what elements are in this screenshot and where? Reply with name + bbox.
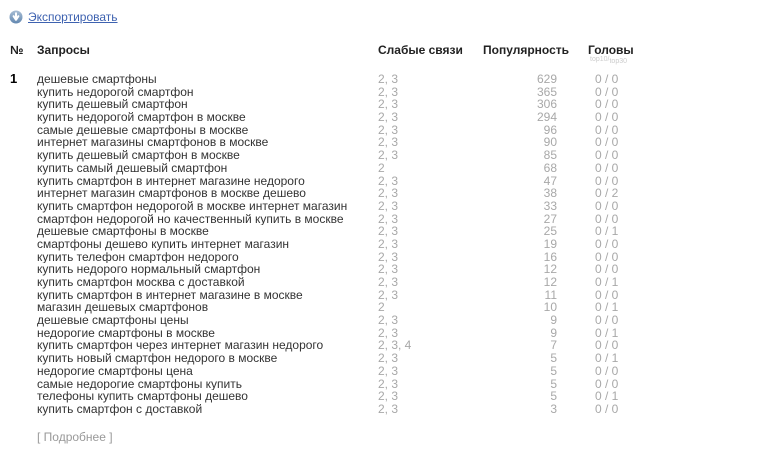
weak-links-cell: 2, 3: [378, 352, 399, 365]
group-number: [10, 289, 37, 302]
group-number: [10, 276, 37, 289]
popularity-cell: 47: [543, 174, 557, 188]
export-link[interactable]: [9, 10, 118, 24]
popularity-cell: 19: [543, 237, 557, 251]
query-cell: купить дешевый смартфон: [37, 98, 188, 112]
weak-links-cell: 2, 3: [378, 225, 399, 238]
query-cell: интернет магазин смартфонов в москве дешево: [37, 187, 306, 200]
group-number: [10, 378, 37, 391]
heads-cell: 0 / 0: [595, 314, 619, 327]
popularity-cell: 294: [536, 111, 557, 124]
query-cell: дешевые смартфоны в москве: [37, 225, 209, 238]
group-number: [10, 175, 37, 188]
queries-table: [10, 43, 757, 416]
query-cell: недорогие смартфоны в москве: [37, 326, 215, 340]
popularity-cell: 9: [550, 326, 557, 340]
weak-links-cell: 2, 3: [378, 377, 399, 391]
weak-links-cell: 2, 3: [378, 212, 399, 226]
heads-cell: 0 / 1: [595, 276, 619, 289]
query-cell: купить самый дешевый смартфон: [37, 161, 228, 175]
heads-cell: 0 / 0: [595, 85, 619, 99]
popularity-cell: 10: [543, 301, 557, 315]
popularity-cell: 33: [543, 199, 557, 213]
heads-cell: 0 / 1: [595, 301, 619, 315]
heads-cell: 0 / 1: [595, 225, 619, 238]
header-num: №: [10, 43, 24, 57]
popularity-cell: 5: [550, 364, 557, 378]
heads-cell: 0 / 0: [595, 161, 619, 175]
weak-links-cell: 2, 3: [378, 326, 399, 340]
weak-links-cell: 2, 3: [378, 364, 399, 378]
query-cell: купить новый смартфон недорого в москве: [37, 352, 278, 365]
export-label: Экспортировать: [28, 10, 118, 24]
query-cell: самые недорогие смартфоны купить: [37, 377, 243, 391]
group-number: [10, 86, 37, 99]
weak-links-cell: 2, 3: [378, 73, 399, 86]
group-number: [10, 390, 37, 403]
heads-cell: 0 / 0: [595, 98, 619, 112]
query-cell: самые дешевые смартфоны в москве: [37, 123, 249, 137]
weak-links-cell: 2, 3: [378, 136, 399, 150]
heads-cell: 0 / 0: [595, 339, 619, 353]
group-number: [10, 187, 37, 200]
popularity-cell: 7: [550, 339, 557, 353]
header-weak-links: Слабые связи: [378, 43, 463, 57]
group-number: [10, 403, 37, 416]
group-number: [10, 251, 37, 264]
popularity-cell: 629: [536, 73, 557, 86]
header-heads-label: Головы: [588, 43, 634, 57]
query-cell: купить смартфон недорогой в москве интернет магазин: [37, 199, 348, 213]
query-cell: дешевые смартфоны: [37, 73, 157, 86]
query-cell: купить недорого нормальный смартфон: [37, 263, 261, 276]
popularity-cell: 3: [550, 402, 557, 416]
group-number: [10, 352, 37, 365]
group-number: [10, 162, 37, 175]
more-link[interactable]: [ Подробнее ]: [37, 429, 113, 444]
weak-links-cell: 2, 3: [378, 111, 399, 124]
heads-cell: 0 / 0: [595, 377, 619, 391]
weak-links-cell: 2, 3: [378, 263, 399, 276]
heads-cell: 0 / 0: [595, 199, 619, 213]
popularity-cell: 96: [543, 123, 557, 137]
heads-cell: 0 / 0: [595, 174, 619, 188]
weak-links-cell: 2, 3: [378, 250, 399, 264]
popularity-cell: 27: [543, 212, 557, 226]
download-icon: [9, 10, 23, 24]
query-cell: купить недорогой смартфон: [37, 85, 194, 99]
popularity-cell: 90: [543, 136, 557, 150]
group-number: [10, 213, 37, 226]
popularity-cell: 5: [550, 377, 557, 391]
query-cell: купить смартфон в интернет магазине недорого: [37, 174, 305, 188]
popularity-cell: 11: [544, 288, 557, 302]
group-number: [10, 200, 37, 213]
heads-cell: 0 / 0: [595, 73, 619, 86]
weak-links-cell: 2, 3: [378, 276, 399, 289]
group-number: [10, 98, 37, 111]
heads-cell: 0 / 1: [595, 326, 619, 340]
query-cell: купить недорогой смартфон в москве: [37, 111, 246, 124]
popularity-cell: 16: [543, 250, 557, 264]
group-number: [10, 365, 37, 378]
weak-links-cell: 2: [378, 301, 385, 315]
weak-links-cell: 2, 3: [378, 314, 399, 327]
query-cell: смартфон недорогой но качественный купить в москве: [37, 212, 344, 226]
heads-cell: 0 / 1: [595, 390, 619, 403]
popularity-cell: 12: [543, 276, 557, 289]
weak-links-cell: 2, 3: [378, 390, 399, 403]
header-heads: [557, 43, 672, 73]
heads-cell: 0 / 0: [595, 364, 619, 378]
query-cell: телефоны купить смартфоны дешево: [37, 390, 248, 403]
query-cell: купить смартфон с доставкой: [37, 402, 203, 416]
header-popularity: Популярность: [483, 43, 570, 57]
heads-cell: 0 / 0: [595, 136, 619, 150]
query-cell: купить смартфон в интернет магазине в москве: [37, 288, 303, 302]
weak-links-cell: 2, 3: [378, 187, 399, 200]
weak-links-cell: 2, 3: [378, 174, 399, 188]
weak-links-cell: 2, 3: [378, 149, 399, 162]
weak-links-cell: 2, 3: [378, 199, 399, 213]
group-number: [10, 339, 37, 352]
query-cell: купить смартфон через интернет магазин недорого: [37, 339, 324, 353]
heads-cell: 0 / 0: [595, 212, 619, 226]
heads-cell: 0 / 0: [595, 402, 619, 416]
popularity-cell: 68: [543, 161, 557, 175]
query-cell: купить дешевый смартфон в москве: [37, 149, 240, 162]
query-cell: купить смартфон москва с доставкой: [37, 276, 245, 289]
query-cell: интернет магазины смартфонов в москве: [37, 136, 269, 150]
weak-links-cell: 2, 3: [378, 237, 399, 251]
group-number: [10, 124, 37, 137]
group-number: [10, 263, 37, 276]
weak-links-cell: 2: [378, 161, 385, 175]
weak-links-cell: 2, 3: [378, 98, 399, 112]
popularity-cell: 9: [550, 314, 557, 327]
group-number: [10, 136, 37, 149]
heads-cell: 0 / 2: [595, 187, 619, 200]
query-cell: недорогие смартфоны цена: [37, 364, 193, 378]
heads-cell: 0 / 0: [595, 288, 619, 302]
popularity-cell: 85: [543, 149, 557, 162]
query-cell: купить телефон смартфон недорого: [37, 250, 239, 264]
weak-links-cell: 2, 3: [378, 85, 399, 99]
heads-cell: 0 / 1: [595, 352, 619, 365]
heads-cell: 0 / 0: [595, 250, 619, 264]
popularity-cell: 12: [543, 263, 557, 276]
group-number: [10, 238, 37, 251]
popularity-cell: 5: [550, 390, 557, 403]
heads-cell: 0 / 0: [595, 123, 619, 137]
group-number: [10, 111, 37, 124]
popularity-cell: 306: [536, 98, 557, 112]
query-cell: магазин дешевых смартфонов: [37, 301, 209, 315]
heads-cell: 0 / 0: [595, 111, 619, 124]
header-queries: Запросы: [37, 43, 90, 57]
query-cell: смартфоны дешево купить интернет магазин: [37, 237, 290, 251]
group-number: [10, 149, 37, 162]
group-number: [10, 327, 37, 340]
weak-links-cell: 2, 3: [378, 288, 399, 302]
popularity-cell: 5: [550, 352, 557, 365]
heads-cell: 0 / 0: [595, 263, 619, 276]
weak-links-cell: 2, 3, 4: [378, 339, 412, 353]
popularity-cell: 25: [543, 225, 557, 238]
group-number: 1: [10, 73, 18, 86]
group-number: [10, 225, 37, 238]
heads-cell: 0 / 0: [595, 149, 619, 162]
group-number: [10, 301, 37, 314]
popularity-cell: 365: [536, 85, 557, 99]
weak-links-cell: 2, 3: [378, 402, 399, 416]
group-number: [10, 314, 37, 327]
weak-links-cell: 2, 3: [378, 123, 399, 137]
heads-cell: 0 / 0: [595, 237, 619, 251]
header-heads-sublabel: top10/top30: [590, 56, 628, 65]
query-cell: дешевые смартфоны цены: [37, 314, 189, 327]
popularity-cell: 38: [543, 187, 557, 200]
